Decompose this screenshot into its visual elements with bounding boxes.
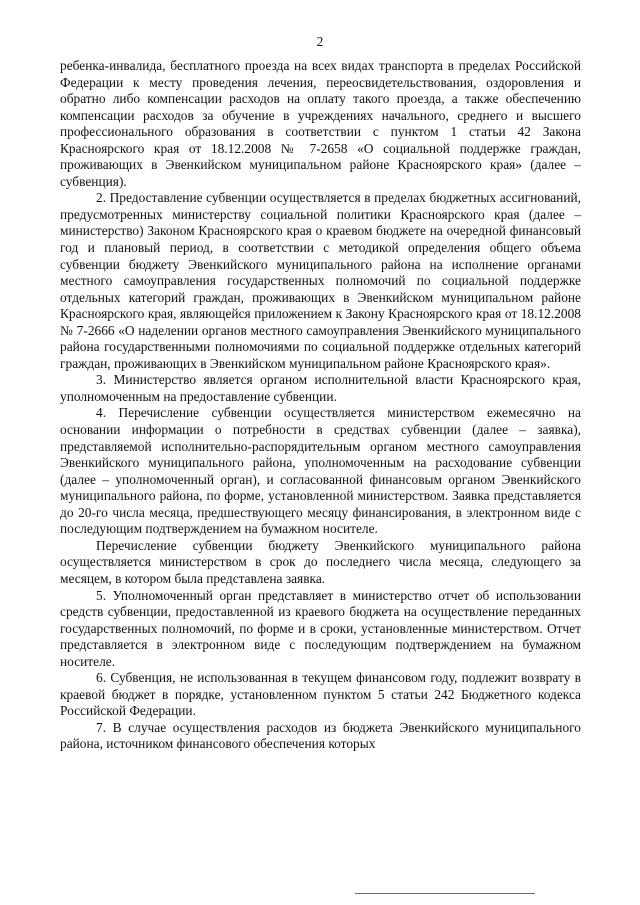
paragraph-2: 2. Предоставление субвенции осуществляется в пределах бюджетных ассигнований, предусмотренных министерству социальной политики Красноярского края (далее – министерство) Законом Красноярского края о краевом бюджете на очередной финансовый год и плановый период, в соответствии с методикой определения общего объема субвенции бюджету Эвенкийского муниципального района на исполнение органами местного самоуправления государственных полномочий по социальной поддержке отдельных категорий граждан, проживающих в Эвенкийском муниципальном районе Красноярского края, являющейся приложением к Закону Красноярского края от 18.12.2008 № 7-2666 «О наделении органов местного самоуправления Эвенкийского муниципального района государственными полномочиями по социальной поддержке отдельных категорий граждан, проживающих в Эвенкийском муниципальном районе Красноярского края». xyxy=(60,190,581,371)
paragraph-7: 7. В случае осуществления расходов из бюджета Эвенкийского муниципального района, источником финансового обеспечения которых xyxy=(60,719,581,752)
paragraph-4: 4. Перечисление субвенции осуществляется министерством ежемесячно на основании информации о потребности в средствах субвенции (далее – заявка), представляемой исполнительно-распорядительным органом местного самоуправления Эвенкийского муниципального района, уполномоченным на расходование субвенции (далее – уполномоченный орган), и согласованной финансовым органом Эвенкийского муниципального района, по форме, установленной министерством. Заявка представляется до 20-го числа месяца, предшествующего месяцу финансирования, в электронном виде с последующим подтверждением на бумажном носителе. xyxy=(60,405,581,537)
document-body xyxy=(60,58,581,753)
paragraph-1-continuation: ребенка-инвалида, бесплатного проезда на всех видах транспорта в пределах Российской Федерации к месту проведения лечения, переосвидетельствования, оздоровления и обратно либо компенсации расходов на оплату такого проезда, а также обеспечению компенсации расходов за обучение в учреждениях начального, среднего и высшего профессионального образования в соответствии с пунктом 1 статьи 42 Закона Красноярского края от 18.12.2008 № 7-2658 «О социальной поддержке граждан, проживающих в Эвенкийском муниципальном районе Красноярского края» (далее – субвенция). xyxy=(60,58,581,189)
page-number: 2 xyxy=(316,34,324,49)
paragraph-6: 6. Субвенция, не использованная в текущем финансовом году, подлежит возврату в краевой бюджет в порядке, установленном пунктом 5 статьи 242 Бюджетного кодекса Российской Федерации. xyxy=(60,670,581,719)
paragraph-3: 3. Министерство является органом исполнительной власти Красноярского края, уполномоченным на предоставление субвенции. xyxy=(60,372,581,404)
paragraph-5: 5. Уполномоченный орган представляет в министерство отчет об использовании средств субвенции, предоставленной из краевого бюджета на осуществление переданных государственных полномочий, по форме и в сроки, установленные министерством. Отчет представляется в электронном виде с последующим подтверждением на бумажном носителе. xyxy=(60,587,581,669)
bottom-scan-line xyxy=(355,893,535,894)
paragraph-4-transfer-term: Перечисление субвенции бюджету Эвенкийского муниципального района осуществляется министерством в срок до последнего числа месяца, следующего за месяцем, в котором была представлена заявка. xyxy=(60,537,581,586)
